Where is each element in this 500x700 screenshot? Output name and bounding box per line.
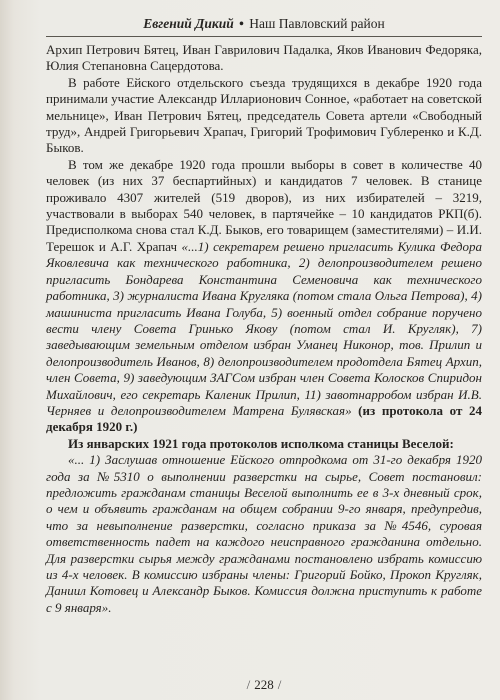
section-heading: Из январских 1921 года протоколов исполкома станицы Веселой: [68, 435, 454, 451]
header-author: Евгений Дикий [143, 16, 234, 31]
paragraph-run: В том же декабре 1920 года прошли выборы в совет в количестве 40 человек (из них 37 беспартийных) и кандидатов 7 человек. В станице проживало 4307 жителей (519 дворов), из них избирателей – 3219, участвовали в выборах 540 человек, в партячейке – 10 кандидатов РКП(б). Предисполкома снова стал К.Д. Быков, его товарищем (заместителями) – И.И. Терешок и А.Г. Храпач [46, 156, 482, 254]
paragraph-1 [46, 42, 482, 75]
header-separator: • [239, 16, 244, 31]
running-header [46, 16, 482, 37]
protocol-source-bold: (из протокола от 24 декабря 1920 г.) [46, 402, 482, 435]
header-book-title: Наш Павловский район [249, 16, 385, 31]
paragraph-run: В работе Ейского отдельского съезда трудящихся в декабре 1920 года принимали участие Александр Илларионович Сонное, «работает на советской мельнице», Иван Петрович Бятец, председатель Совета артели «Свободный труд», Андрей Григорьевич Храпач, Григорий Трофимович Гублеренко и К.Д. Быков. [46, 74, 482, 156]
protocol-quote-italic: «...1) секретарем решено пригласить Кулика Федора Яковлевича как технического работника, 2) делопроизводителем решено пригласить Бондарева Константина Семеновича как технического работника, 3) журналиста Ивана Кругляка (потом стала Ольга Петрова), 4) машиниста пригласить Ивана Голуба, 5) военный отдел собрание поручено вести члену Совета Гринько Якову (потом стал И. Кругляк), 7) заведывающим земельным отделом избран Уманец Никонор, тов. Прилип и делопроизводитель Иванов, 8) делопроизводителем продотдела Бятец Архип, член Совета, 9) заведующим ЗАГСом избран член Совета Колосков Спиридон Михайлович, его секретарь Каленик Прилип, 11) завотнарробом избран И.В. Черняев и делопроизводителем Матрена Булявская» [46, 238, 482, 418]
quote-paragraph [46, 452, 482, 616]
paragraph-2 [46, 75, 482, 157]
paragraph-3 [46, 157, 482, 436]
body-text [46, 42, 482, 616]
page-number: 228 [254, 677, 274, 692]
footer-slash-left: / [246, 677, 251, 692]
footer-slash-right: / [277, 677, 282, 692]
page-footer [46, 677, 482, 693]
paragraph-run: Архип Петрович Бятец, Иван Гаврилович Падалка, Яков Иванович Федоряка, Юлия Степановна Сацердотова. [46, 42, 482, 74]
quote-italic: «... 1) Заслушав отношение Ейского отпродкома от 31-го декабря 1920 года за №5310 о выполнении разверстки на сырье, Совет постановил: предложить гражданам станицы Веселой выполнить ее в 3-х дневный срок, о чем и объявить гражданам на общем собрании 9-го января, предупредив, что за невыполнение разверстки, согласно приказа за №4546, суровая ответственность падет на каждого неисправного гражданина отдельно. Для разверстки сырья между гражданами постановлено избрать комиссию из 4-х человек. В комиссию избраны члены: Григорий Бойко, Прокоп Кругляк, Даниил Котовец и Александр Быков. Комиссия должна приступить к работе с 9 января». [46, 452, 482, 615]
